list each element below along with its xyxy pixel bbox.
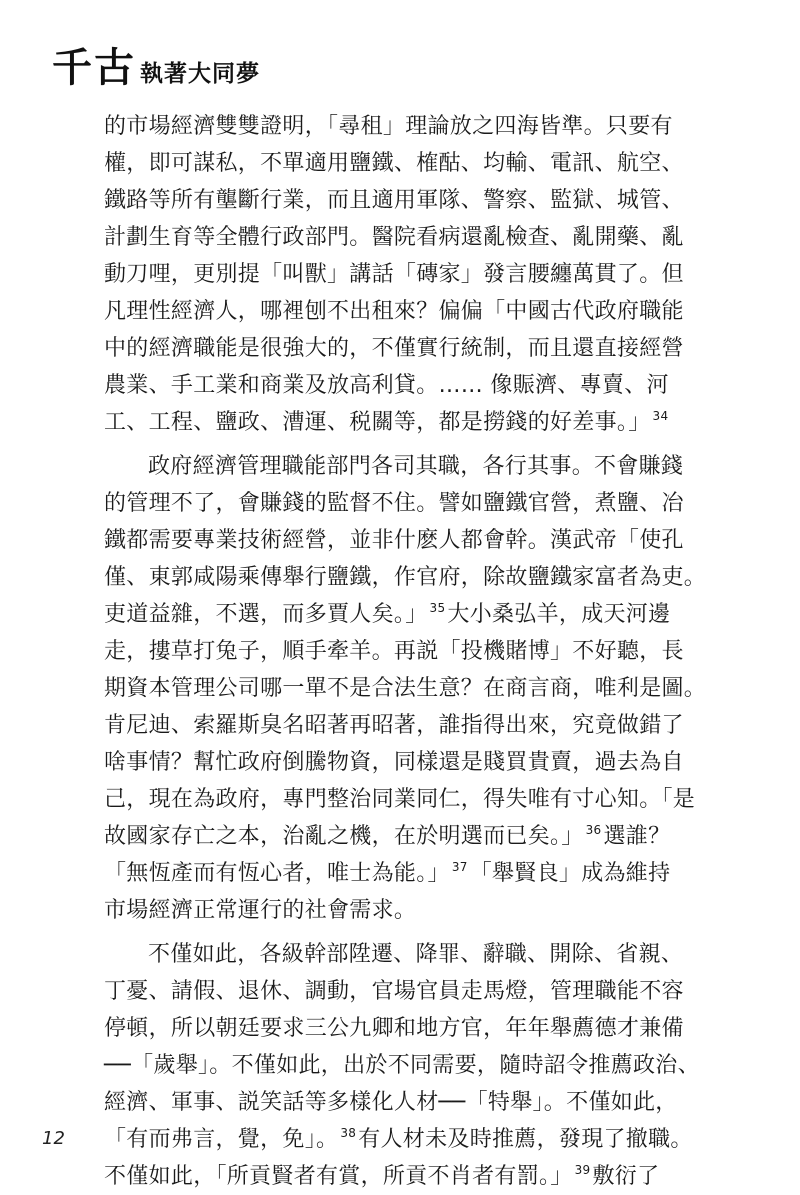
text-line	[104, 404, 684, 441]
text-line: 不僅如此，各級幹部陞遷、降罪、辭職、開除、省親、	[148, 942, 684, 967]
text-segment: 「無恆產而有恆心者，唯士為能。」	[104, 861, 450, 886]
paragraph-2	[104, 448, 707, 929]
text-line: 僅、東郭咸陽乘傳舉行鹽鐵，作官府，除故鹽鐵家富者為吏。	[104, 565, 707, 590]
footnote-marker-34: 34	[652, 409, 669, 423]
text-line: 啥事情？幫忙政府倒騰物資，同樣還是賤買貴賣，過去為自	[104, 750, 684, 775]
footnote-marker-35: 35	[429, 601, 446, 615]
text-line: 動刀哩，更別提「叫獸」講話「磚家」發言腰纏萬貫了。但	[104, 262, 684, 287]
page-number: 12	[42, 1128, 65, 1149]
text-line: ──「歲舉」。不僅如此，出於不同需要，隨時詔令推薦政治、	[104, 1053, 700, 1078]
running-header	[52, 36, 260, 91]
text-segment: 有人材未及時推薦，發現了撤職。	[358, 1127, 693, 1152]
text-line: 的管理不了，會賺錢的監督不住。譬如鹽鐵官營，煮鹽、冶	[104, 491, 684, 516]
text-segment: 敷衍了	[592, 1164, 660, 1189]
footnote-marker-39: 39	[574, 1163, 591, 1177]
book-title-large: 千古	[52, 44, 136, 91]
text-segment: 吏道益雜，不選，而多賈人矣。」	[104, 602, 428, 627]
text-line	[104, 818, 684, 855]
text-line: 市場經濟正常運行的社會需求。	[104, 898, 417, 923]
text-line: 鐵都需要專業技術經營，並非什麽人都會幹。漢武帝「使孔	[104, 528, 684, 553]
text-line	[104, 1121, 693, 1158]
text-line	[104, 855, 684, 892]
text-segment: 「舉賢良」成為維持	[469, 861, 671, 886]
text-line: 走，摟草打兔子，順手牽羊。再説「投機賭博」不好聽，長	[104, 639, 684, 664]
text-line: 經濟、軍事、説笑話等多樣化人材──「特舉」。不僅如此，	[104, 1090, 678, 1115]
book-title-small: 執著大同夢	[140, 60, 260, 87]
footnote-marker-37: 37	[451, 860, 468, 874]
text-line: 計劃生育等全體行政部門。醫院看病還亂檢查、亂開藥、亂	[104, 225, 684, 250]
paragraph-1	[104, 108, 684, 441]
text-line: 停頓，所以朝廷要求三公九卿和地方官，年年舉薦德才兼備	[104, 1016, 684, 1041]
text-line: 的市場經濟雙雙證明，「尋租」理論放之四海皆準。只要有	[104, 114, 673, 139]
text-line: 權，即可謀私，不單適用鹽鐵、榷酤、均輸、電訊、航空、	[104, 151, 684, 176]
text-segment: 故國家存亡之本，治亂之機，在於明選而已矣。」	[104, 824, 584, 849]
text-line: 農業、手工業和商業及放高利貸。…… 像賑濟、專賣、河	[104, 373, 669, 398]
text-line: 丁憂、請假、退休、調動，官場官員走馬燈，管理職能不容	[104, 979, 684, 1004]
text-line: 期資本管理公司哪一單不是合法生意？在商言商，唯利是圖。	[104, 676, 707, 701]
text-segment: 大小桑弘羊，成天河邊	[447, 602, 671, 627]
footnote-marker-36: 36	[585, 823, 602, 837]
paragraph-3	[104, 936, 700, 1195]
text-line: 凡理性經濟人，哪裡刨不出租來？偏偏「中國古代政府職能	[104, 299, 684, 324]
text-line: 己，現在為政府，專門整治同業同仁，得失唯有寸心知。「是	[104, 787, 696, 812]
text-segment: 選誰？	[603, 824, 671, 849]
text-segment: 不僅如此，「所貢賢者有賞，所貢不肖者有罰。」	[104, 1164, 573, 1189]
text-segment: 「有而弗言，覺，免」。	[104, 1127, 339, 1152]
text-segment: 工、工程、鹽政、漕運、税關等，都是撈錢的好差事。」	[104, 410, 651, 435]
text-line: 肯尼迪、索羅斯臭名昭著再昭著，誰指得出來，究竟做錯了	[104, 713, 684, 738]
body-text	[104, 108, 707, 1195]
text-line: 鐵路等所有壟斷行業，而且適用軍隊、警察、監獄、城管、	[104, 188, 684, 213]
text-line	[104, 596, 684, 633]
text-line	[104, 1158, 684, 1195]
footnote-marker-38: 38	[340, 1126, 357, 1140]
text-line: 中的經濟職能是很強大的，不僅實行統制，而且還直接經營	[104, 336, 684, 361]
text-line: 政府經濟管理職能部門各司其職，各行其事。不會賺錢	[148, 454, 684, 479]
